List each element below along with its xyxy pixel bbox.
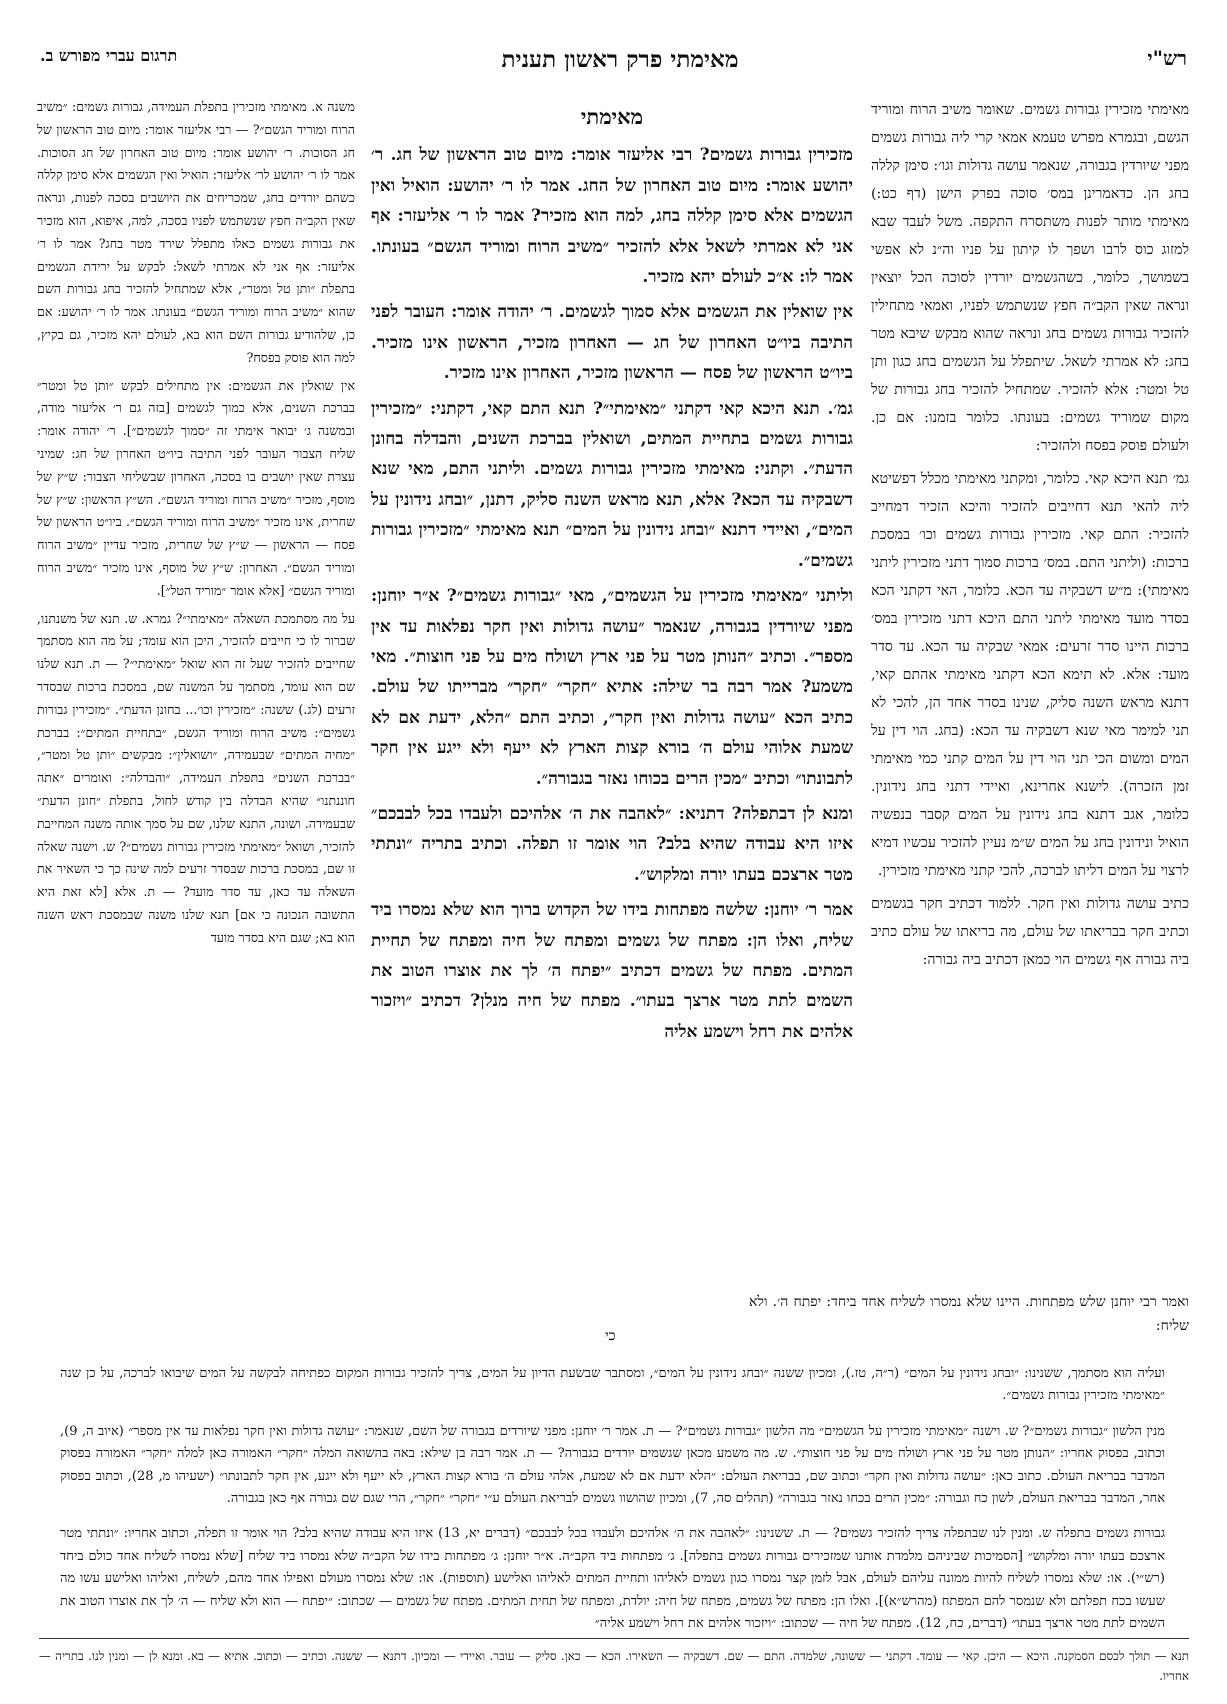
rashi-column xyxy=(871,96,1189,1046)
page-header xyxy=(40,46,1187,86)
glossary: תנא — תולך לכסם הסמקנה. היכא — היכן. קאי — עומד. דקתני — ששונה, שלמדה. התם — שם. דשבקיה — השאירו. הכא — כאן. סליק — עובר. ואיידי — ומכיון. דתנא — ששנה. וכתיב — וכתוב. אתיא — בא. ומנא לן — ומנין לנו. בתריה — אחריו. xyxy=(39,1649,1189,1683)
translation-paragraph: על מה מסתמכת השאלה ״מאימתי״? גמרא. ש. תנא של משנתנו, שברור לו כי חייבים להזכיר, היכן הוא עומד; על מה הוא מסתמך שחייבים להזכיר שעל זה הוא שואל ״מאימתי״? — ת. תנא שלנו שם הוא עומד, מסתמך על המשנה שם, במסכת ברכות שבסדר זרעים (לג.) ששנה: ״מזכירין וכו׳... בחונן הדעת״. ״מזכירין גבורות גשמים״: משיב הרוח ומוריד הגשם, ״בתחיית המתים״: בברכת ״מחיה המתים״ שבעמידה, ״ושואלין״: מבקשים ״ותן טל ומטר״, ״בברכת השנים״ בתפלת העמידה, ״והבדלה״: ואומרים ״אתה חוננתנו״ שהיא הבדלה בין קודש לחול, בתפלת ״חונן הדעת״ שבעמידה. ושונה, התנא שלנו, שם על סמך אותה משנה המחייבת להזכיר, ושואל ״מאימתי מזכירין גבורות גשמים״? ש. וישנה שאלה זו שם, במסכת ברכות שבסדר זרעים למה שינה כך כי השאיר את השאלה עד כאן, עד סדר מועד? — ת. אלא [לא זאת היא התשובה הנכונה כי אם] תנא שלנו משנה שבמסכת ראש השנה הוא בא; שגם היא בסדר מועד xyxy=(37,610,355,945)
translation-paragraph: משנה א. מאימתי מזכירין בתפלת העמידה, גבורות גשמים: ״משיב הרוח ומוריד הגשם״? — רבי אליעזר אומר: מיום טוב הראשון של חג הסוכות. ר׳ יהושע אומר: מיום טוב האחרון של חג הסוכות. אמר לו ר׳ יהושע לר׳ אליעזר: הואיל ואין הגשמים אלא סימן קללה כשהם יורדים בחג, שמכריחים את היושבים בסכה לפנות, ונראה שאין הקב״ה חפץ שנשתמש לפניו בסכה, למה, איפוא, הוא מזכיר את גבורות גשמים כאלו מתפלל שירד מטר בחג? אמר לו ר׳ אליעזר: אף אני לא אמרתי לשאל: לבקש על ירידת הגשמים בתפלת ״ותן טל ומטר״, אלא שמתחיל להזכיר בחג גבורות השם שהוא ״משיב הרוח ומוריד הגשם״ בעונתו. אמר לו ר׳ יהושע: אם כן, שלהודיע גבורות השם הוא בא, לעולם יהא מזכיר, גם בקיץ, למה הוא פוסק בפסח? xyxy=(37,99,355,365)
translation-bottom-paragraph: מנין הלשון ״גבורות גשמים״? ש. וישנה ״מאימתי מזכירין על הגשמים״ מה הלשון ״גבורות גשמים״? — ת. אמר ר׳ יוחנן: מפני שיורדים בגבורה של השם, שנאמר: ״עושה גדולות ואין חקר נפלאות עד אין מספר״ (איוב ה, 9), וכתוב, בפסוק אחריו: ״הנותן מטר על פני ארץ ושולח מים על פני חוצות״. ש. מה משמע מכאן שגשמים יורדים בגבורה? — ת. אמר רבה בן שילא: באה בהשואה המלה ״חקר״ האמורה כאן למלה ״חקר״ האמורה בפסוק המדבר בבריאת העולם. כתוב כאן: ״עושה גדולות ואין חקר״ וכתוב שם, בבריאת העולם: ״הלא ידעת אם לא שמעת, אלהי עולם ה׳ בורא קצות הארץ, לא ייעף ולא ייגע, אין חקר לתבונתו״ (ישעיהו מ, 28), וכתוב בפסוק אחר, המדבר בבריאת העולם, לשון כח וגבורה: ״מכין הרים בכחו נאזר בגבורה״ (תהלים סה, 7), ומכיון שהושוו גשמים לבריאת העולם ע״י ״חקר״ ״חקר״, הרי שגם שם גבורה אף כאן בגבורה. xyxy=(60,1423,1165,1507)
rashi-paragraph: כתיב עושה גדולות ואין חקר. ללמוד דכתיב חקר בגשמים וכתיב חקר בבריאתו של עולם, מה בריאתו של עולם כתיב ביה גבורה אף גשמים הוי כמאן דכתיב ביה גבורה: xyxy=(871,896,1189,968)
header-left: תרגום עברי מפורש ב. xyxy=(40,46,178,65)
gemara-paragraph: גמ׳. תנא היכא קאי דקתני ״מאימתי״? תנא התם קאי, דקתני: ״מזכירין גבורות גשמים בתחיית המתים, ושואלין בברכת השנים, והבדלה בחונן הדעת״. וקתני: מאימתי מזכירין גבורות גשמים. וליתני התם, מאי שנא דשבקיה עד הכא? אלא, תנא מראש השנה סליק, דתנן, ״ובחג נידונין על המים״, ואיידי דתנא ״ובחג נידונין על המים״ תנא מאימתי ״מזכירין גבורות גשמים״. xyxy=(371,398,853,571)
header-right: רש"י xyxy=(1147,46,1187,70)
rashi-paragraph: גמ׳ תנא היכא קאי. כלומר, ומקתני מאימתי מכלל דפשיטא ליה להאי תנא דחייבים להזכיר והיכא הזכיר דמחייב להזכיר: התם קאי. מזכירין גבורות גשמים וכו׳ במסכת ברכות: (וליתני התם. במס׳ ברכות סמוך דתני מזכירין ליתני מאימתי): מ״ש דשבקיה עד הכא. כלומר, האי דקתני הכא בסדר מועד מאימתי ליתני התם היכא דתני מזכירין במס׳ ברכות היינו סדר זרעים: אמאי שבקיה עד הכא. עד סדר מועד: אלא. לא תימא הכא דקתני מאימתי אהתם קאי, דתנא מראש השנה סליק, שנינו בסדר אחד הן, להכי לא תני למימר מאי שנא דשבקיה עד הכא: (בחג. הוי דין על המים ומשום הכי תני הוי דין על המים קתני כמי מאימתי זמן הזכרה). לישנא אחרינא, ואיידי דתני בחג נידונין. כלומר, אגב דתנא בחג נידונין על המים קסבר בנפשיה הואיל ונידונין בחג על המים ש״מ נעיין להזכיר עכשיו דמיא לרצוי על המים דליתו לברכה, להכי קתני מאימתי מזכירין. xyxy=(871,471,1189,879)
gemara-paragraph: ומנא לן דבתפלה? דתניא: ״לאהבה את ה׳ אלהיכם ולעבדו בכל לבבכם״ איזו היא עבודה שהיא בלב? הוי אומר זו תפלה. וכתיב בתריה ״ונתתי מטר ארצכם בעתו יורה ומלקוש״. xyxy=(371,803,853,885)
section-title: מאימתי xyxy=(580,104,644,129)
rashi-continuation xyxy=(749,1290,1189,1334)
rashi-paragraph: מאימתי מזכירין גבורות גשמים. שאומר משיב הרוח ומוריד הגשם, ובגמרא מפרש טעמא אמאי קרי ליה גבורות גשמים מפני שיורדין בגבורה, שנאמר עושה גדולות וגו׳: סימן קללה בחג הן. כדאמרינן במס׳ סוכה בפרק הישן (דף כט:) מאימתי מותר לפנות משתסרח התקפה. משל לעבד שבא למזוג כוס לרבו ושפך לו קיתון על פניו וה״נ לא אפשי בשמושך, כלומר, כשהגשמים יורדין לסוכה הכל יוצאין ונראה שאין הקב״ה חפץ שנשתמש לפניו, ואמאי מתחילין להזכיר גבורות גשמים בחג ונראה שהוא מבקש שיבא מטר בחג: לא אמרתי לשאל. שיתפלל על הגשמים בחג כגון ותן טל ומטר: אלא להזכיר. שמתחיל להזכיר בחג גבורות של מקום שמוריד גשמים: בעונתו. כלומר בזמנו: אם כן. ולעולם פוסק בפסח ולהזכיר: xyxy=(871,102,1189,454)
translation-column xyxy=(37,96,355,1256)
footer-divider xyxy=(39,1638,1189,1639)
translation-paragraph: אין שואלין את הגשמים: אין מתחילים לבקש ״ותן טל ומטר״ בברכת השנים, אלא כמוך לגשמים [בזה גם ר׳ אליעזר מודה, ובמשנה ג׳ יבואר אימתי זה ״סמוך לגשמים״]. ר׳ יהודה אומר: שליח הצבור העובר לפני התיבה ביו״ט האחרון של חג: שמיני עצרת שאין יושבים בו בסכה, האחרון שבשליחי הצבור: ש״ץ של מוסף, מזכיר ״משיב הרוח ומוריד הגשם״. הש״ץ הראשון: ש״ץ של שחרית, אינו מזכיר ״משיב הרוח ומוריד הגשם״. ביו״ט הראשון של פסח — הראשון — ש״ץ של שחרית, מזכיר עדיין ״משיב הרוח ומוריד הגשם״. האחרון: ש״ץ של מוסף, אינו מזכיר ״משיב הרוח ומוריד הגשם״ [אלא אומר ״מוריד הטל״]. xyxy=(37,377,355,598)
catchword: כי xyxy=(605,1328,616,1344)
rashi-continuation-text: ואמר רבי יוחנן שלש מפתחות. היינו שלא נמסרו לשליח אחד ביחד: יפתח ה׳. ולא שליח: xyxy=(749,1294,1189,1334)
gemara-paragraph: אמר ר׳ יוחנן: שלשה מפתחות בידו של הקדוש ברוך הוא שלא נמסרו ביד שליח, ואלו הן: מפתח של גשמים ומפתח של חיה ומפתח של תחיית המתים. מפתח של גשמים דכתיב ״יפתח ה׳ לך את אוצרו הטוב את השמים לתת מטר ארצך בעתו״. מפתח של חיה מנלן? דכתיב ״ויזכור אלהים את רחל וישמע אליה xyxy=(371,900,853,1042)
gemara-paragraph: וליתני ״מאימתי מזכירין על הגשמים״, מאי ״גבורות גשמים״? א״ר יוחנן: מפני שיורדין בגבורה, שנאמר ״עושה גדולות ואין חקר נפלאות עד אין מספר״. וכתיב ״הנותן מטר על פני ארץ ושולח מים על פני חוצות״. מאי משמע? אמר רבה בר שילה: אתיא ״חקר״ ״חקר״ מברייתו של עולם. כתיב הכא ״עושה גדולות ואין חקר״, וכתיב התם ״הלא, ידעת אם לא שמעת אלוהי עולם ה׳ בורא קצות הארץ לא ייעף ולא ייגע אין חקר לתבונתו״ וכתיב ״מכין הרים בכוחו נאזר בגבורה״. xyxy=(371,586,853,789)
translation-bottom-paragraph: ועליה הוא מסתמך, ששנינו: ״ובחג נידונין על המים״ (ר״ה, טז.), ומכיון ששנה ״ובחג נידונין על המים״, ומסתבר שבשעת הדיון על המים, צריך להזכיר גבורות המקום כפתיחה לבקשה על המים שיבואו לברכה, על כן שנה ״מאימתי מזכירין גבורות גשמים״. xyxy=(60,1366,1165,1404)
mishna-gemara-column xyxy=(371,96,853,1236)
translation-bottom xyxy=(60,1350,1166,1632)
translation-bottom-paragraph: גבורות גשמים בתפלה ש. ומנין לנו שבתפלה צריך להזכיר גשמים? — ת. ששנינו: ״לאהבה את ה׳ אלהיכם ולעבדו בכל לבבכם״ (דברים יא, 13) איזו היא עבודה שהיא בלב? הוי אומר זו תפלה, וכתוב אחריו: ״ונתתי מטר ארצכם בעתו יורה ומלקוש״ [הסמיכות שביניהם מלמדת אותנו שמזכירים גבורות גשמים בתפלה]. ג׳ מפתחות ביד הקב״ה. א״ר יוחנן: ג׳ מפתחות בידו של הקב״ה שלא נמסרו ביד שליח [שלא נמסרו לשליח אחד כולם ביחד (רש״י). או: שלא נמסרו לשליח להיות ממונה עליהם לעולם, אבל לזמן קצר נמסרו כגון גשמים לאליהו ותחיית המתים לאליהו ואלישע (תוספות). או: שלא נמסרו מעולם ואפילו אחד מהם, לשליח, ואליהו ואלישע עשו מה שעשו בכח תפלתם ולא שנמסר להם המפתח (מהרש״א)]. ואלו הן: מפתח של גשמים, מפתח של חיה: יולדת, ומפתח של תחית המתים. מפתח של גשמים — שכתוב: ״יפתח — הוא ולא שליח — ה׳ לך את אוצרו הטוב את השמים לתת מטר ארצך בעתו״ (דברים, כח, 12). מפתח של חיה — שכתוב: ״ויזכור אלהים את רחל וישמע אליה״ xyxy=(60,1526,1166,1632)
mishna-paragraph: אין שואלין את הגשמים אלא סמוך לגשמים. ר׳ יהודה אומר: העובר לפני התיבה ביו״ט האחרון של חג — האחרון מזכיר, הראשון אינו מזכיר. ביו״ט הראשון של פסח — הראשון מזכיר, האחרון אינו מזכיר. xyxy=(371,302,853,384)
mishna-paragraph: מזכירין גבורות גשמים? רבי אליעזר אומר: מיום טוב הראשון של חג. ר׳ יהושע אומר: מיום טוב האחרון של החג. אמר לו ר׳ יהושע: הואיל ואין הגשמים אלא סימן קללה בחג, למה הוא מזכיר? אמר לו ר׳ אליעזר: אף אני לא אמרתי לשאל אלא להזכיר ״משיב הרוח ומוריד הגשם״ בעונתו. אמר לו: א״כ לעולם יהא מזכיר. xyxy=(371,145,853,288)
header-title: מאימתי פרק ראשון תענית xyxy=(501,46,739,73)
